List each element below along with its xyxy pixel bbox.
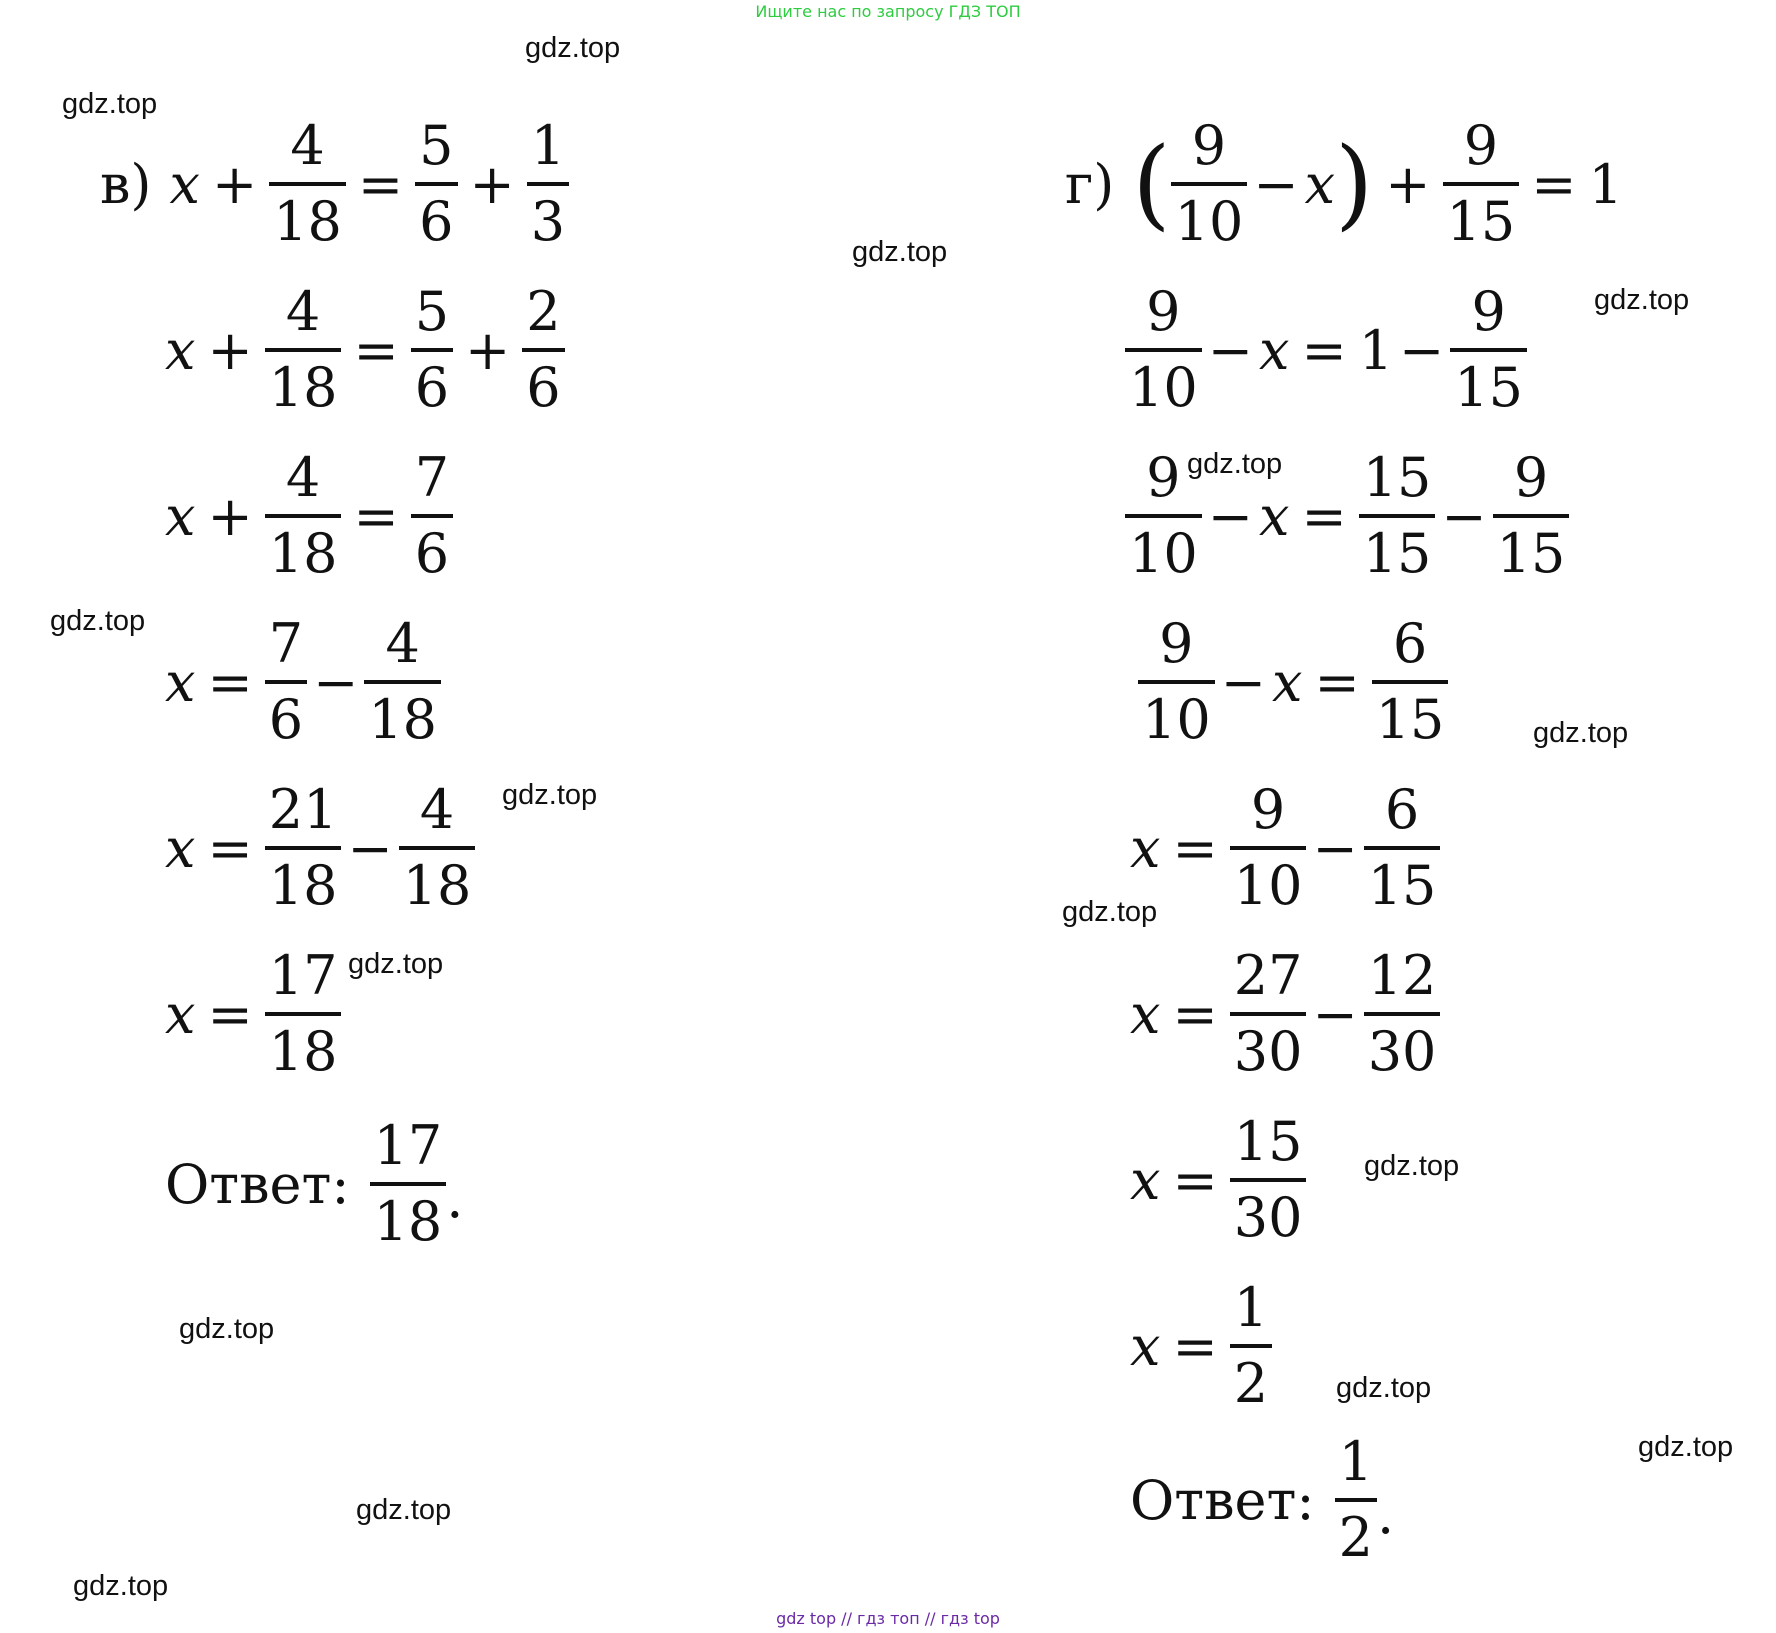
number-one: 1	[1358, 318, 1394, 382]
denominator: 15	[1450, 348, 1527, 424]
fraction	[269, 110, 346, 258]
denominator: 15	[1443, 182, 1520, 258]
numerator: 7	[268, 612, 304, 675]
fraction	[399, 774, 476, 922]
watermark: gdz.top	[73, 1570, 169, 1602]
denominator: 30	[1230, 1178, 1307, 1254]
variable: x	[1258, 318, 1290, 382]
numerator: 7	[414, 446, 450, 509]
problem-label: г)	[1065, 152, 1115, 216]
variable: x	[1304, 152, 1336, 216]
watermark: gdz.top	[62, 88, 158, 120]
fraction	[1450, 276, 1527, 424]
fraction	[265, 608, 307, 756]
denominator: 30	[1364, 1012, 1441, 1088]
numerator: 9	[1146, 446, 1181, 509]
variable: x	[1130, 982, 1161, 1046]
problem-v-line-6	[165, 940, 341, 1088]
fraction	[265, 442, 342, 590]
watermark: gdz.top	[179, 1313, 275, 1345]
numerator: 2	[526, 280, 561, 343]
numerator: 1	[1233, 1276, 1269, 1339]
numerator: 4	[385, 612, 420, 675]
plus-sign: +	[469, 152, 515, 216]
problem-g-line-6	[1130, 940, 1440, 1088]
denominator: 10	[1138, 680, 1215, 756]
denominator: 15	[1364, 846, 1441, 922]
watermark: gdz.top	[1062, 896, 1158, 928]
denominator: 15	[1493, 514, 1570, 590]
problem-g-line-5	[1130, 774, 1440, 922]
problem-v-line-2	[165, 276, 565, 424]
fraction	[1359, 442, 1436, 590]
denominator: 10	[1171, 182, 1248, 258]
numerator: 15	[1362, 446, 1432, 509]
fraction	[1230, 1272, 1272, 1420]
minus-sign: −	[313, 650, 359, 714]
equals-sign: =	[1314, 650, 1360, 714]
watermark: gdz.top	[348, 948, 444, 980]
equals-sign: =	[1172, 982, 1218, 1046]
numerator: 1	[1338, 1430, 1373, 1493]
watermark: gdz.top	[525, 32, 621, 64]
problem-g-line-2	[1125, 276, 1527, 424]
equals-sign: =	[207, 982, 253, 1046]
problem-v-line-3	[165, 442, 453, 590]
answer-label: Ответ:	[1130, 1468, 1315, 1532]
problem-v-line-1	[100, 110, 569, 258]
problem-g-line-4	[1138, 608, 1448, 756]
denominator: 30	[1230, 1012, 1307, 1088]
fraction	[265, 774, 342, 922]
variable: x	[1130, 1148, 1161, 1212]
plus-sign: +	[1385, 152, 1431, 216]
denominator: 2	[1335, 1498, 1377, 1574]
numerator: 4	[285, 280, 321, 343]
fraction	[1335, 1426, 1377, 1574]
plus-sign: +	[207, 484, 253, 548]
problem-label: в)	[100, 152, 152, 216]
problem-v-line-4	[165, 608, 441, 756]
denominator: 18	[265, 846, 342, 922]
answer-label: Ответ:	[165, 1152, 350, 1216]
fraction	[1364, 774, 1441, 922]
equals-sign: =	[1301, 484, 1347, 548]
numerator: 9	[1146, 280, 1181, 343]
variable: x	[165, 982, 196, 1046]
minus-sign: −	[1207, 318, 1253, 382]
numerator: 9	[1513, 446, 1549, 509]
watermark: gdz.top	[50, 605, 146, 637]
denominator: 18	[399, 846, 476, 922]
fraction	[1493, 442, 1570, 590]
problem-v-answer	[165, 1110, 463, 1258]
minus-sign: −	[1441, 484, 1487, 548]
minus-sign: −	[1253, 152, 1299, 216]
numerator: 4	[285, 446, 321, 509]
period: .	[1376, 1483, 1395, 1546]
fraction	[527, 110, 569, 258]
equals-sign: =	[1531, 152, 1577, 216]
watermark: gdz.top	[852, 236, 948, 268]
footer-text: gdz top // гдз топ // гдз top	[776, 1609, 1000, 1628]
search-hint: Ищите нас по запросу ГДЗ ТОП	[755, 2, 1021, 21]
minus-sign: −	[1207, 484, 1253, 548]
denominator: 18	[265, 1012, 342, 1088]
fraction	[1230, 1106, 1307, 1254]
numerator: 9	[1159, 612, 1194, 675]
fraction	[1125, 442, 1202, 590]
equals-sign: =	[1172, 1148, 1218, 1212]
numerator: 4	[419, 778, 455, 841]
right-paren: )	[1335, 127, 1374, 241]
denominator: 18	[364, 680, 441, 756]
fraction	[415, 110, 457, 258]
denominator: 10	[1125, 514, 1202, 590]
watermark: gdz.top	[356, 1494, 452, 1526]
variable: x	[1130, 1314, 1161, 1378]
numerator: 15	[1233, 1110, 1303, 1173]
denominator: 15	[1372, 680, 1449, 756]
problem-v-line-5	[165, 774, 475, 922]
plus-sign: +	[211, 152, 258, 216]
numerator: 9	[1471, 280, 1506, 343]
fraction	[1230, 940, 1307, 1088]
fraction	[1372, 608, 1449, 756]
watermark: gdz.top	[1638, 1431, 1734, 1463]
denominator: 18	[269, 182, 346, 258]
equals-sign: =	[207, 650, 253, 714]
variable: x	[169, 152, 200, 216]
numerator: 5	[419, 114, 454, 177]
numerator: 9	[1250, 778, 1286, 841]
fraction	[1443, 110, 1520, 258]
numerator: 6	[1392, 612, 1428, 675]
numerator: 17	[373, 1114, 443, 1177]
denominator: 6	[411, 348, 453, 424]
watermark: gdz.top	[1336, 1372, 1432, 1404]
variable: x	[165, 484, 196, 548]
minus-sign: −	[1312, 816, 1358, 880]
variable: x	[1258, 484, 1290, 548]
variable: x	[165, 816, 196, 880]
denominator: 18	[265, 348, 342, 424]
fraction	[265, 276, 342, 424]
denominator: 10	[1230, 846, 1307, 922]
fraction	[1364, 940, 1441, 1088]
minus-sign: −	[1399, 318, 1445, 382]
denominator: 10	[1125, 348, 1202, 424]
numerator: 12	[1367, 944, 1437, 1007]
left-paren: (	[1132, 127, 1171, 241]
minus-sign: −	[347, 816, 393, 880]
equals-sign: =	[353, 484, 399, 548]
numerator: 9	[1191, 114, 1227, 177]
denominator: 18	[370, 1182, 447, 1258]
equals-sign: =	[207, 816, 253, 880]
problem-g-line-7	[1130, 1106, 1306, 1254]
denominator: 6	[265, 680, 307, 756]
problem-g-line-1	[1065, 110, 1623, 258]
fraction	[522, 276, 564, 424]
watermark: gdz.top	[1533, 717, 1629, 749]
watermark: gdz.top	[1187, 448, 1283, 480]
numerator: 9	[1463, 114, 1499, 177]
plus-sign: +	[207, 318, 253, 382]
fraction	[265, 940, 342, 1088]
equals-sign: =	[353, 318, 399, 382]
fraction	[411, 276, 453, 424]
minus-sign: −	[1220, 650, 1266, 714]
denominator: 6	[522, 348, 564, 424]
watermark: gdz.top	[502, 779, 598, 811]
numerator: 6	[1384, 778, 1420, 841]
minus-sign: −	[1312, 982, 1358, 1046]
numerator: 1	[530, 114, 566, 177]
equals-sign: =	[357, 152, 404, 216]
denominator: 3	[527, 182, 569, 258]
numerator: 21	[268, 778, 338, 841]
variable: x	[165, 318, 196, 382]
equals-sign: =	[1301, 318, 1347, 382]
variable: x	[1130, 816, 1161, 880]
numerator: 27	[1233, 944, 1303, 1007]
fraction	[1138, 608, 1215, 756]
numerator: 4	[290, 114, 325, 177]
period: .	[446, 1167, 464, 1230]
variable: x	[1271, 650, 1303, 714]
denominator: 2	[1230, 1344, 1272, 1420]
numerator: 5	[414, 280, 450, 343]
denominator: 18	[265, 514, 342, 590]
fraction	[364, 608, 441, 756]
watermark: gdz.top	[1364, 1150, 1460, 1182]
problem-g-line-3	[1125, 442, 1569, 590]
problem-g-answer	[1130, 1426, 1394, 1574]
equals-sign: =	[1172, 1314, 1218, 1378]
variable: x	[165, 650, 196, 714]
problem-g-line-8	[1130, 1272, 1272, 1420]
plus-sign: +	[465, 318, 511, 382]
denominator: 6	[411, 514, 453, 590]
equals-sign: =	[1172, 816, 1218, 880]
fraction	[411, 442, 453, 590]
fraction	[1125, 276, 1202, 424]
fraction	[1171, 110, 1248, 258]
fraction	[370, 1110, 447, 1258]
numerator: 17	[268, 944, 338, 1007]
watermark: gdz.top	[1594, 284, 1690, 316]
fraction	[1230, 774, 1307, 922]
denominator: 6	[415, 182, 457, 258]
number-one: 1	[1588, 152, 1623, 216]
denominator: 15	[1359, 514, 1436, 590]
